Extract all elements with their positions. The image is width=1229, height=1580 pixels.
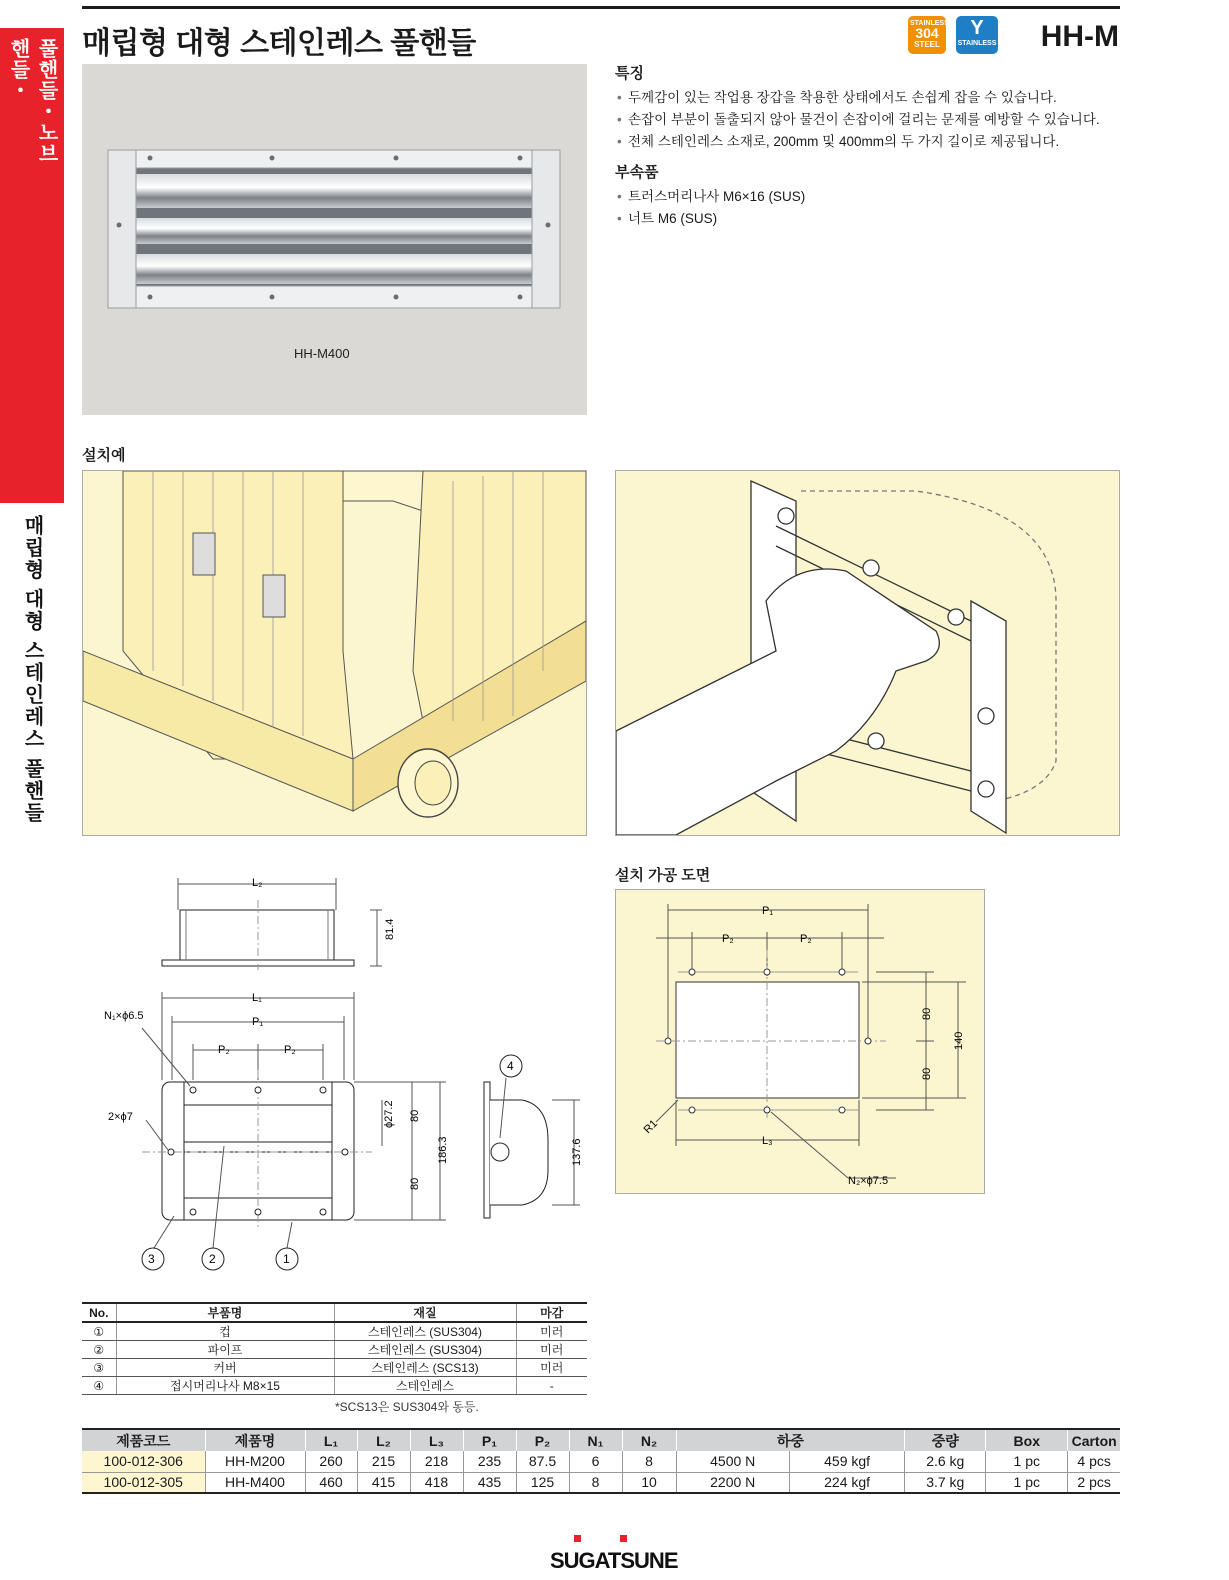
- table-row: 100-012-306 HH-M200 260 215 218 235 87.5 6 8 4500 N 459 kgf 2.6 kg 1 pc 4 pcs: [82, 1451, 1120, 1472]
- cut-P2b: P₂: [800, 933, 812, 945]
- side-title: 매립형 대형 스테인레스 풀핸들: [21, 515, 43, 824]
- side-tab-line1: 핸들・: [7, 38, 29, 101]
- cut-P2a: P₂: [722, 933, 734, 945]
- callout-1: 1: [283, 1252, 290, 1266]
- table-row: ③ 커버 스테인레스 (SCS13) 미러: [82, 1359, 587, 1377]
- dim-pipe: ϕ27.2: [383, 1100, 395, 1128]
- handle-photo-illustration: [82, 64, 587, 344]
- stainless-badge: Y STAINLESS: [956, 16, 998, 54]
- dim-L2: L₂: [252, 877, 263, 889]
- product-photo: [82, 64, 587, 415]
- logo-dots: [574, 1535, 634, 1543]
- model-code: HH-M: [1040, 20, 1119, 53]
- accessory-item: • 트러스머리나사 M6×16 (SUS): [615, 186, 1125, 208]
- dim-L1: L₁: [252, 992, 262, 1004]
- dim-137: 137.6: [571, 1138, 583, 1166]
- features-list: [615, 87, 1125, 153]
- cut-L3: L₃: [762, 1135, 773, 1147]
- dim-2-hole: 2×ϕ7: [108, 1111, 133, 1123]
- photo-caption: HH-M400: [294, 346, 350, 361]
- dim-80a: 80: [409, 1109, 421, 1122]
- top-rule: [82, 6, 1120, 9]
- parts-col-finish: 마감: [516, 1303, 587, 1322]
- parts-table: [82, 1302, 587, 1395]
- accessories-list: [615, 186, 1125, 230]
- dim-P1: P₁: [252, 1016, 264, 1028]
- cut-80a: 80: [921, 1007, 933, 1020]
- side-tab-line2: 풀핸들・노브: [35, 38, 57, 164]
- cut-n2-hole: N₂×ϕ7.5: [848, 1175, 889, 1187]
- install-example-cart-panel: [82, 470, 587, 836]
- spec-table: 제품코드 제품명 L₁ L₂ L₃ P₁ P₂ N₁ N₂ 하중 중량 Box Carton 100-012-306 HH-M200 260 215 218 235 87.5 6 8 4500 N 459 kgf 2.6 kg 1 pc 4 pcs 100-012-305 HH-M400 460 415 418 435 125 8 10 2200 N 224 kgf 3.7 kg 1 pc 2 pcs: [82, 1428, 1120, 1494]
- cut-R1: R1: [641, 1117, 661, 1137]
- stainless-304-badge: STAINLESS 304 STEEL: [908, 16, 946, 54]
- install-example-label: 설치예: [82, 447, 126, 464]
- callout-2: 2: [209, 1252, 216, 1266]
- dim-186: 186.3: [437, 1136, 449, 1164]
- dim-P2b: P₂: [284, 1044, 296, 1056]
- feature-item: • 전체 스테인레스 소재로, 200mm 및 400mm의 두 가지 길이로 제공됩니다.: [615, 131, 1125, 153]
- features-heading: 특징: [615, 65, 644, 82]
- parts-note: *SCS13은 SUS304와 동등.: [335, 1400, 479, 1414]
- dimension-drawing: [82, 870, 612, 1280]
- cut-P1: P₁: [762, 905, 774, 917]
- cart-illustration: [83, 471, 586, 835]
- callout-3: 3: [148, 1252, 155, 1266]
- accessory-item: • 너트 M6 (SUS): [615, 208, 1125, 230]
- parts-col-material: 재질: [334, 1303, 516, 1322]
- hand-grip-illustration: [616, 471, 1119, 835]
- dim-80b: 80: [409, 1177, 421, 1190]
- dim-n1-hole: N₁×ϕ6.5: [104, 1010, 144, 1022]
- parts-col-name: 부품명: [116, 1303, 334, 1322]
- page-title: 매립형 대형 스테인레스 풀핸들: [82, 27, 476, 60]
- cutout-drawing-panel: [615, 889, 985, 1194]
- table-row: ① 컵 스테인레스 (SUS304) 미러: [82, 1322, 587, 1341]
- table-row: ④ 접시머리나사 M8×15 스테인레스 -: [82, 1377, 587, 1395]
- dim-P2a: P₂: [218, 1044, 230, 1056]
- table-row: 100-012-305 HH-M400 460 415 418 435 125 8 10 2200 N 224 kgf 3.7 kg 1 pc 2 pcs: [82, 1472, 1120, 1493]
- feature-item: • 손잡이 부분이 돌출되지 않아 물건이 손잡이에 걸리는 문제를 예방할 수 있습니다.: [615, 109, 1125, 131]
- feature-item: • 두께감이 있는 작업용 장갑을 착용한 상태에서도 손쉽게 잡을 수 있습니다.: [615, 87, 1125, 109]
- stainless-y-icon: Y: [970, 17, 984, 39]
- dim-81: 81.4: [384, 918, 396, 940]
- features-section: [615, 62, 1125, 238]
- install-example-hand-panel: [615, 470, 1120, 836]
- brand-logo: SUGATSUNE: [550, 1548, 678, 1573]
- cut-140: 140: [953, 1031, 965, 1050]
- cutout-drawing-label: 설치 가공 도면: [615, 867, 711, 884]
- table-row: ② 파이프 스테인레스 (SUS304) 미러: [82, 1341, 587, 1359]
- side-tab: [0, 28, 64, 503]
- cut-80b: 80: [921, 1067, 933, 1080]
- parts-col-no: No.: [82, 1303, 116, 1322]
- accessories-heading: 부속품: [615, 164, 659, 181]
- callout-4: 4: [507, 1059, 514, 1073]
